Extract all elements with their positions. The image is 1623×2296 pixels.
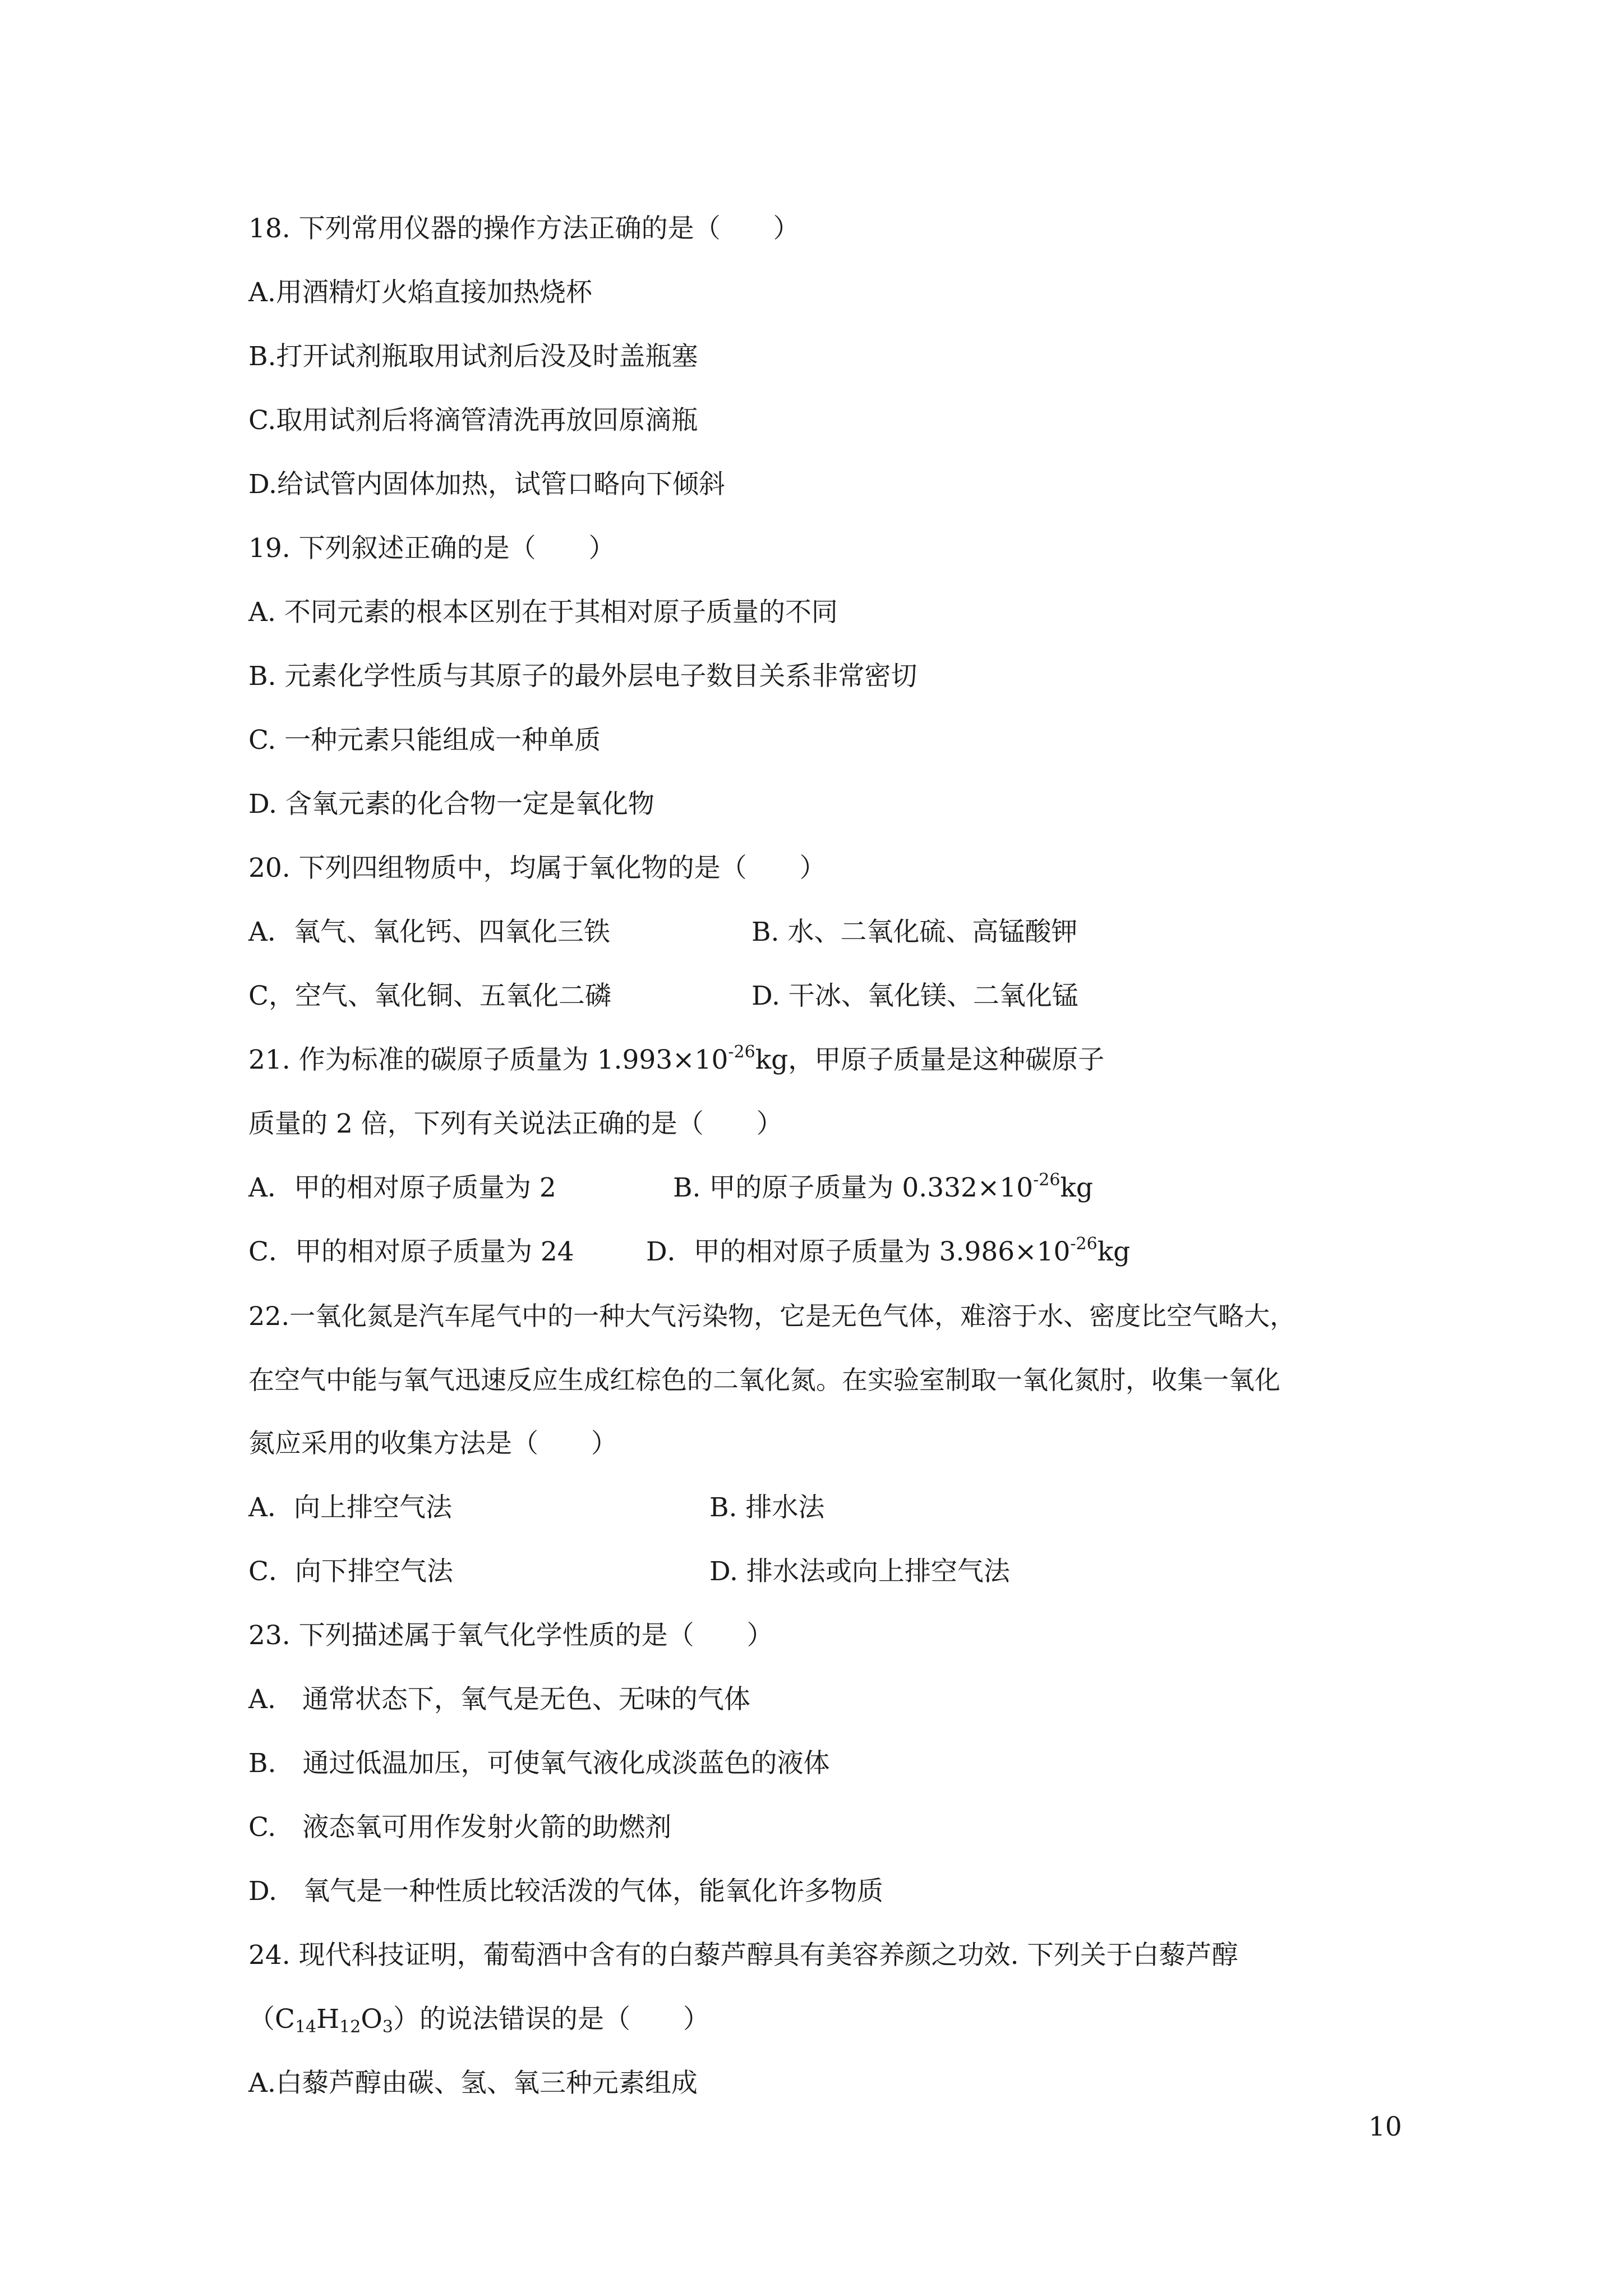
q23-stem: 23. 下列描述属于氧气化学性质的是（ ）: [248, 1620, 773, 1651]
q21-stem-line2: 质量的 2 倍，下列有关说法正确的是（ ）: [248, 1108, 783, 1139]
q18-option-a: A.用酒精灯火焰直接加热烧杯: [248, 277, 592, 308]
q24-stem-line1: 24. 现代科技证明，葡萄酒中含有的白藜芦醇具有美容养颜之功效. 下列关于白藜芦醇: [248, 1940, 1238, 1971]
q20-option-d: D. 干冰、氧化镁、二氧化锰: [751, 981, 1078, 1011]
q23-option-d: D. 氧气是一种性质比较活泼的气体，能氧化许多物质: [248, 1876, 883, 1907]
q23-option-a: A. 通常状态下，氧气是无色、无味的气体: [248, 1684, 750, 1715]
q22-stem-line2: 在空气中能与氧气迅速反应生成红棕色的二氧化氮。在实验室制取一氧化氮肘，收集一氧化: [248, 1365, 1280, 1395]
q22-option-a: A．向上排空气法: [248, 1492, 452, 1523]
q19-option-a: A. 不同元素的根本区别在于其相对原子质量的不同: [248, 597, 838, 628]
q22-option-d: D. 排水法或向上排空气法: [709, 1556, 1010, 1587]
q20-row-cd: [248, 979, 1078, 1013]
q20-option-c: C，空气、氧化铜、五氧化二磷: [248, 981, 611, 1011]
q19-stem: 19. 下列叙述正确的是（ ）: [248, 533, 615, 564]
q21-stem-line1: 21. 作为标准的碳原子质量为 $1.993\times 10^{-26}kg$，甲原子质量是这种碳原子: [248, 1042, 1105, 1075]
q18-option-b: B.打开试剂瓶取用试剂后没及时盖瓶塞: [248, 341, 698, 372]
q19-option-c: C. 一种元素只能组成一种单质: [248, 725, 601, 756]
q18-stem: 18. 下列常用仪器的操作方法正确的是（ ）: [248, 213, 800, 244]
page-number: 10: [1368, 2111, 1402, 2142]
q20-option-b: B. 水、二氧化硫、高锰酸钾: [751, 917, 1078, 947]
q21-option-a: A．甲的相对原子质量为 2: [248, 1172, 556, 1203]
q23-option-c: C. 液态氧可用作发射火箭的助燃剂: [248, 1812, 672, 1843]
q20-stem: 20. 下列四组物质中，均属于氧化物的是（ ）: [248, 853, 826, 884]
q22-stem-line1: 22.一氧化氮是汽车尾气中的一种大气污染物，它是无色气体，难溶于水、密度比空气略大，: [248, 1301, 1296, 1331]
q21-option-b: B. 甲的原子质量为 $0.332\times 10^{-26}kg$: [673, 1170, 1093, 1203]
q20-option-a: A．氧气、氧化钙、四氧化三铁: [248, 917, 610, 947]
q22-row-ab: [248, 1491, 825, 1525]
q19-option-d: D. 含氧元素的化合物一定是氧化物: [248, 789, 654, 820]
q19-option-b: B. 元素化学性质与其原子的最外层电子数目关系非常密切: [248, 661, 917, 692]
q21-row-ab: [248, 1170, 1093, 1205]
q18-option-c: C.取用试剂后将滴管清洗再放回原滴瓶: [248, 405, 698, 436]
q22-option-b: B. 排水法: [709, 1492, 825, 1523]
q21-option-d: D．甲的相对原子质量为 $3.986\times 10^{-26}kg$: [646, 1234, 1131, 1267]
q22-option-c: C．向下排空气法: [248, 1556, 453, 1587]
q22-row-cd: [248, 1555, 1010, 1589]
q23-option-b: B. 通过低温加压，可使氧气液化成淡蓝色的液体: [248, 1748, 830, 1779]
q24-formula: （$C_{14}H_{12}O_3$: [248, 2004, 393, 2037]
q21-row-cd: [248, 1234, 1131, 1269]
q24-option-a: A.白藜芦醇由碳、氢、氧三种元素组成: [248, 2068, 698, 2099]
q18-option-d: D.给试管内固体加热，试管口略向下倾斜: [248, 469, 725, 500]
q21-option-c: C．甲的相对原子质量为 24: [248, 1236, 574, 1267]
q20-row-ab: [248, 915, 1078, 949]
q22-stem-line3: 氮应采用的收集方法是（ ）: [248, 1428, 617, 1459]
q24-stem-line2: $(C_{14}H_{12}O_3)$的说法错误的是（ ）: [248, 2004, 709, 2037]
